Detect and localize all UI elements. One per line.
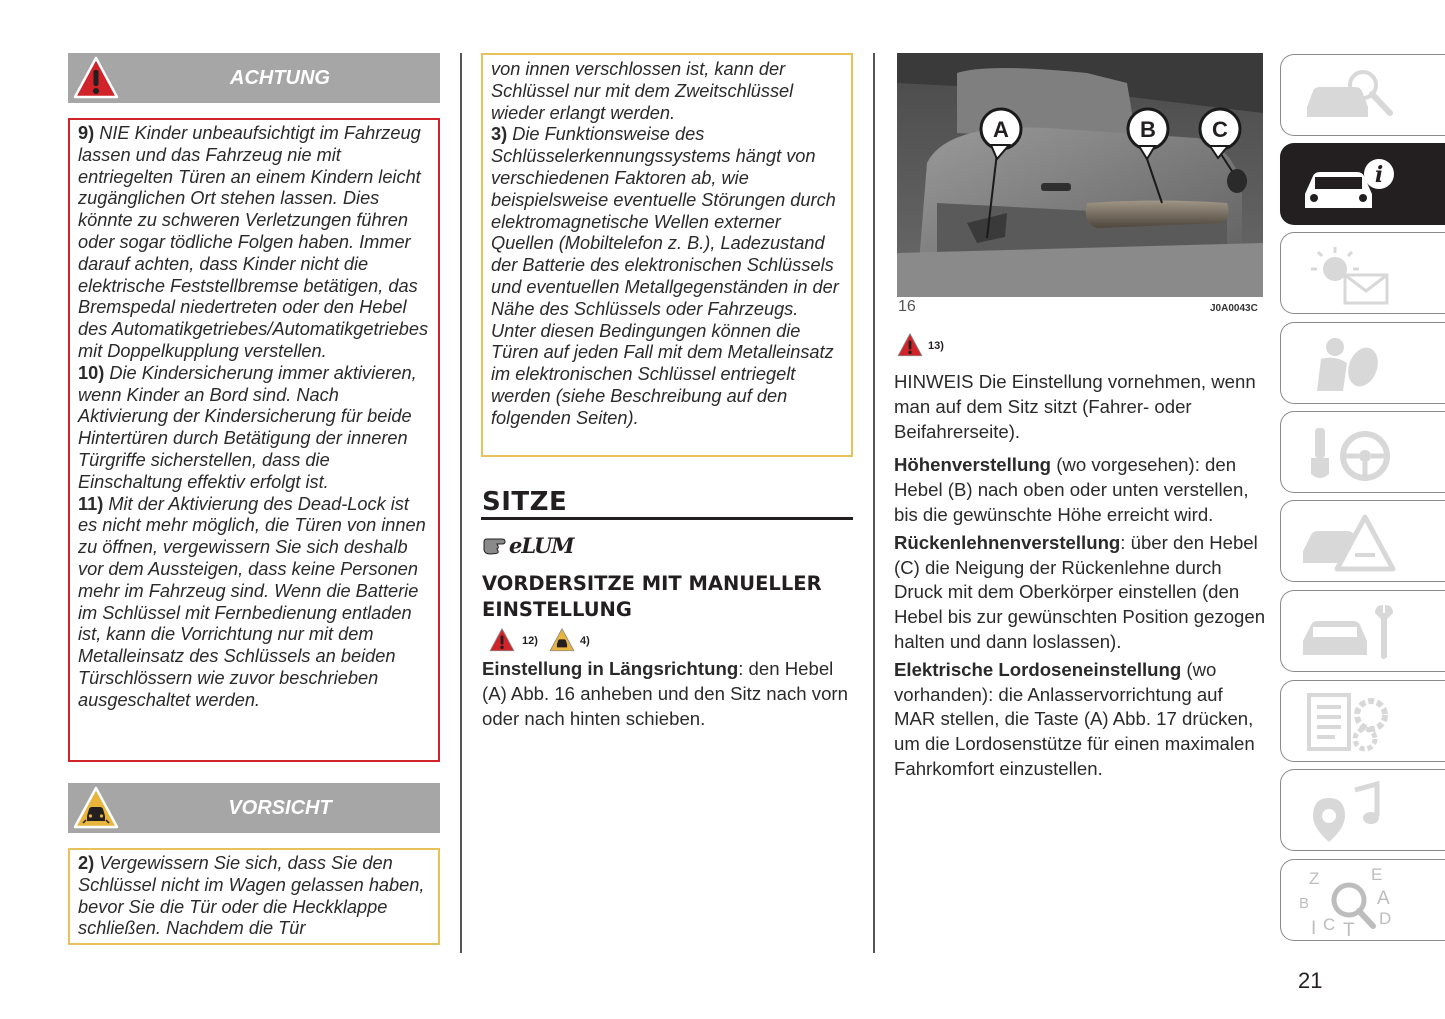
svg-text:T: T: [1343, 920, 1355, 936]
caution-car-icon: [72, 785, 120, 831]
car-hazard-icon: [1295, 507, 1405, 577]
ref-warning-13[interactable]: 13): [928, 340, 944, 352]
svg-text:D: D: [1379, 909, 1392, 928]
caution-item-3: 3) Die Funktionsweise des Schlüsselerkennungssystems hängt von verschiedenen Faktoren ab, wie beispielsweise eventuelle Störungen durch elektromagnetische Wellen externer Quellen (Mobiltelefon z. B.), Ladezustand der Batterie des elektronischen Schlüssels und eventuellen Metallgegenständen in der Nähe des Schlüssels oder Fahrzeugs. Unter diesen Bedingungen können die Türen auf jeden Fall mit dem Metalleinsatz im elektronischen Schlüssel entriegelt werden (siehe Beschreibung auf den folgenden Seiten).: [491, 124, 839, 428]
section-title: SITZE: [482, 487, 568, 517]
height-adjustment-paragraph: Höhenverstellung (wo vorgesehen): den Hebel (B) nach oben oder unten verstellen, bis die gewünschte Höhe erreicht wird.: [894, 454, 1249, 525]
svg-text:I: I: [1311, 918, 1317, 936]
figure-code: J0A0043C: [1210, 303, 1258, 314]
tab-starting-driving[interactable]: [1280, 411, 1445, 493]
subsection-title: VORDERSITZE MIT MANUELLER EINSTELLUNG: [482, 572, 822, 621]
right-body-text: [894, 370, 1266, 782]
caution-continued-text: von innen verschlossen ist, kann der Schlüssel nur mit dem Zweitschlüssel wieder erlangt werden.: [491, 59, 794, 123]
tab-technical-data[interactable]: [1280, 680, 1445, 762]
svg-text:i: i: [1374, 162, 1384, 188]
tab-lights-messages[interactable]: [1280, 232, 1445, 314]
index-letters-icon: [1295, 864, 1405, 936]
tab-vehicle-info[interactable]: [1280, 143, 1445, 225]
caution-item-2: 2) Vergewissern Sie sich, dass Sie den Schlüssel nicht im Wagen gelassen haben, bevor Sie die Tür oder die Heckklappe schließen. Nachdem die Tür: [78, 853, 425, 939]
reference-icons-right: [896, 332, 956, 358]
tab-multimedia[interactable]: [1280, 769, 1445, 851]
figure-label-a: A: [993, 117, 1009, 142]
figure-label-b: B: [1140, 117, 1156, 142]
elum-badge: [482, 531, 574, 559]
reference-icons: [488, 627, 608, 655]
warning-header-label: ACHTUNG: [230, 66, 330, 89]
warning-triangle-icon: [896, 332, 924, 358]
tab-emergency[interactable]: [1280, 500, 1445, 582]
warning-light-icon: [1295, 239, 1405, 309]
svg-text:E: E: [1371, 865, 1383, 884]
caution-header: [68, 783, 440, 833]
longitudinal-adjustment-paragraph: Einstellung in Längsrichtung: den Hebel (A) Abb. 16 anheben und den Sitz nach vorn oder nach hinten schieben.: [482, 658, 848, 729]
car-magnifier-icon: [1295, 61, 1405, 131]
ref-caution-4[interactable]: 4): [580, 635, 590, 647]
backrest-adjustment-paragraph: Rückenlehnenverstellung: über den Hebel (C) die Neigung der Rückenlehne durch Druck mit dem Oberkörper einstellen (den Hebel bis zur gewünschten Position gezogen halten und dann loslassen).: [894, 531, 1266, 652]
figure-number: 16: [898, 298, 916, 315]
ref-warning-12[interactable]: 12): [522, 635, 538, 647]
seat-photo: [897, 53, 1263, 297]
svg-text:C: C: [1323, 915, 1336, 934]
figure-16: [897, 53, 1263, 297]
warning-item-9: 9) NIE Kinder unbeaufsichtigt im Fahrzeug lassen und das Fahrzeug nie mit entriegelten Türen an einem Kindern leicht zugänglichen Ort stehen lassen. Dies könnte zu schweren Verletzungen führen oder sogar tödliche Folgen haben. Immer darauf achten, dass Kinder nicht die elektrische Feststellbremse betätigen, das Bremspedal niedertreten oder den Hebel des Automatikgetriebes/Automatikgetriebes mit Doppelkupplung verstellen.: [78, 123, 429, 361]
key-steering-wheel-icon: [1295, 418, 1405, 488]
elum-label: eLUM: [509, 533, 574, 558]
tab-safety[interactable]: [1280, 322, 1445, 404]
warning-header: [68, 53, 440, 103]
section-rule: [481, 517, 853, 520]
longitudinal-adjustment-label: Einstellung in Längsrichtung: [482, 658, 739, 679]
car-wrench-icon: [1295, 597, 1405, 667]
svg-text:A: A: [1377, 888, 1390, 909]
tab-alphabetical-index[interactable]: [1280, 859, 1445, 941]
pointing-hand-icon: [482, 532, 512, 558]
warning-item-11: 11) Mit der Aktivierung des Dead-Lock ist es nicht mehr möglich, die Türen von innen zu öffnen, vergewissern Sie sich deshalb vor dem Aussteigen, dass keine Personen mehr im Fahrzeug sind. Wenn die Batterie im Schlüssel mit Fernbedienung entladen ist, kann die Vorrichtung nur mit dem Metalleinsatz des Schlüssels an beiden Türschlössern wie zuvor beschrieben ausgeschaltet werden.: [78, 493, 426, 710]
caution-box: [68, 848, 440, 945]
airbag-icon: [1295, 329, 1405, 399]
svg-text:B: B: [1299, 895, 1310, 912]
lumbar-adjustment-paragraph: Elektrische Lordoseneinstellung (wo vorhanden): die Anlasservorrichtung auf MAR stellen, die Taste (A) Abb. 17 drücken, um die Lordosenstütze für einen maximalen Fahrkomfort einzustellen.: [894, 658, 1255, 779]
music-location-icon: [1295, 776, 1405, 846]
figure-label-c: C: [1212, 117, 1228, 142]
warning-triangle-icon: [488, 627, 516, 653]
svg-text:Z: Z: [1309, 869, 1320, 888]
caution-header-label: VORSICHT: [228, 796, 332, 819]
list-gear-icon: [1295, 687, 1405, 757]
caution-car-icon: [548, 627, 576, 653]
caution-box-continued: [481, 53, 853, 457]
page-number: 21: [1298, 968, 1323, 993]
warning-triangle-icon: [72, 55, 120, 101]
column-divider-right: [873, 53, 875, 953]
warning-item-10: 10) Die Kindersicherung immer aktivieren, wenn Kinder an Bord sind. Nach Aktivierung der Kindersicherung für beide Hintertüren durch Betätigung der inneren Türgriffe sicherstellen, dass die Einschaltung effektiv erfolgt ist.: [78, 362, 417, 492]
warning-box: [68, 118, 440, 762]
tab-servicing-maintenance[interactable]: [1280, 590, 1445, 672]
car-info-icon: [1295, 150, 1405, 220]
column-divider-left: [460, 53, 462, 953]
tab-dashboard-overview[interactable]: [1280, 54, 1445, 136]
note-paragraph: HINWEIS Die Einstellung vornehmen, wenn man auf dem Sitz sitzt (Fahrer- oder Beifahrerseite).: [894, 371, 1256, 442]
